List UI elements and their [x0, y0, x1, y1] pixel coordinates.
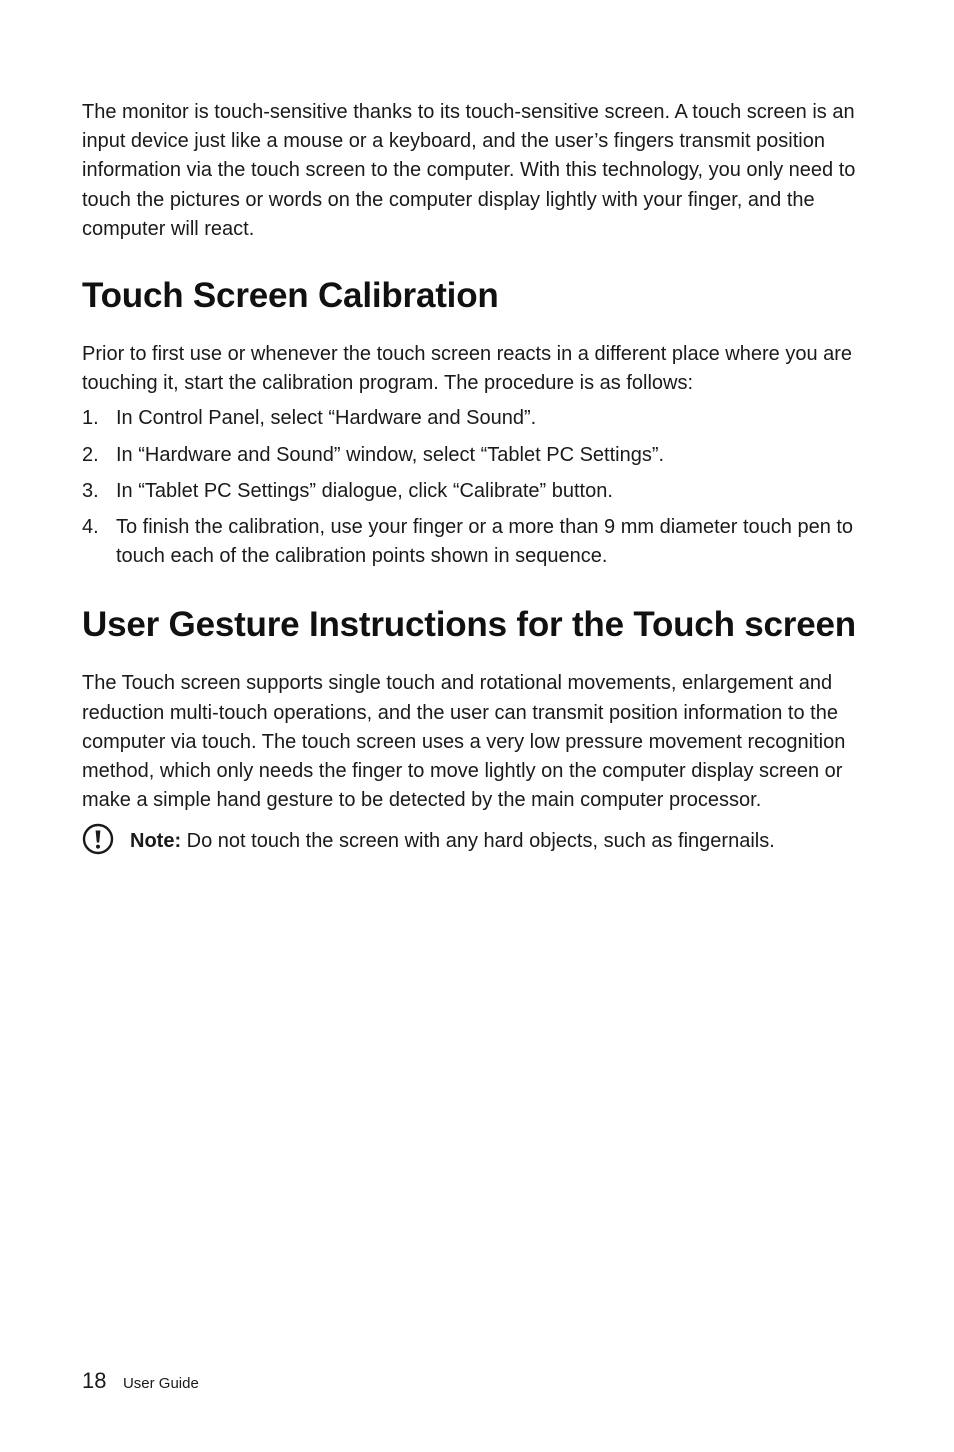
list-item — [82, 404, 862, 433]
step-number: 4. — [82, 516, 99, 539]
gestures-paragraph: The Touch screen supports single touch and rotational movements, enlargement and reduction multi-touch operations, and the user can transmit position information to the computer via touch. The touch screen uses a very low pressure movement recognition method, which only needs the finger to move lightly on the computer display screen or make a simple hand gesture to be detected by the main computer processor. — [82, 672, 846, 812]
step-number: 1. — [82, 407, 99, 430]
step-number: 2. — [82, 443, 99, 466]
note-text: Do not touch the screen with any hard objects, such as fingernails. — [181, 830, 775, 853]
calibration-paragraph: Prior to first use or whenever the touch screen reacts in a different place where you are touching it, start the calibration program. The procedure is as follows: — [82, 343, 853, 395]
step-text: In “Hardware and Sound” window, select “Tablet PC Settings”. — [116, 443, 665, 466]
page-content — [82, 98, 862, 857]
note-callout — [82, 827, 862, 856]
exclamation-circle-icon — [82, 823, 114, 855]
gestures-heading: User Gesture Instructions for the Touch screen — [82, 605, 856, 645]
page-footer — [82, 1368, 199, 1394]
calibration-steps-list — [82, 404, 862, 571]
calibration-heading: Touch Screen Calibration — [82, 276, 499, 316]
list-item — [82, 441, 862, 470]
list-item — [82, 513, 862, 571]
document-title: User Guide — [122, 1375, 199, 1392]
step-text: In Control Panel, select “Hardware and Sound”. — [116, 407, 537, 430]
step-text: In “Tablet PC Settings” dialogue, click “Calibrate” button. — [116, 479, 613, 502]
page-number: 18 — [82, 1368, 107, 1393]
note-label: Note: — [130, 830, 182, 853]
intro-paragraph: The monitor is touch-sensitive thanks to its touch-sensitive screen. A touch screen is an input device just like a mouse or a keyboard, and the user’s fingers transmit position information via the touch screen to the computer. With this technology, you only need to touch the pictures or words on the computer display lightly with your finger, and the computer will react. — [82, 101, 856, 240]
list-item — [82, 477, 862, 506]
step-number: 3. — [82, 479, 99, 502]
step-text: To finish the calibration, use your finger or a more than 9 mm diameter touch pen to touch each of the calibration points shown in sequence. — [116, 516, 854, 568]
